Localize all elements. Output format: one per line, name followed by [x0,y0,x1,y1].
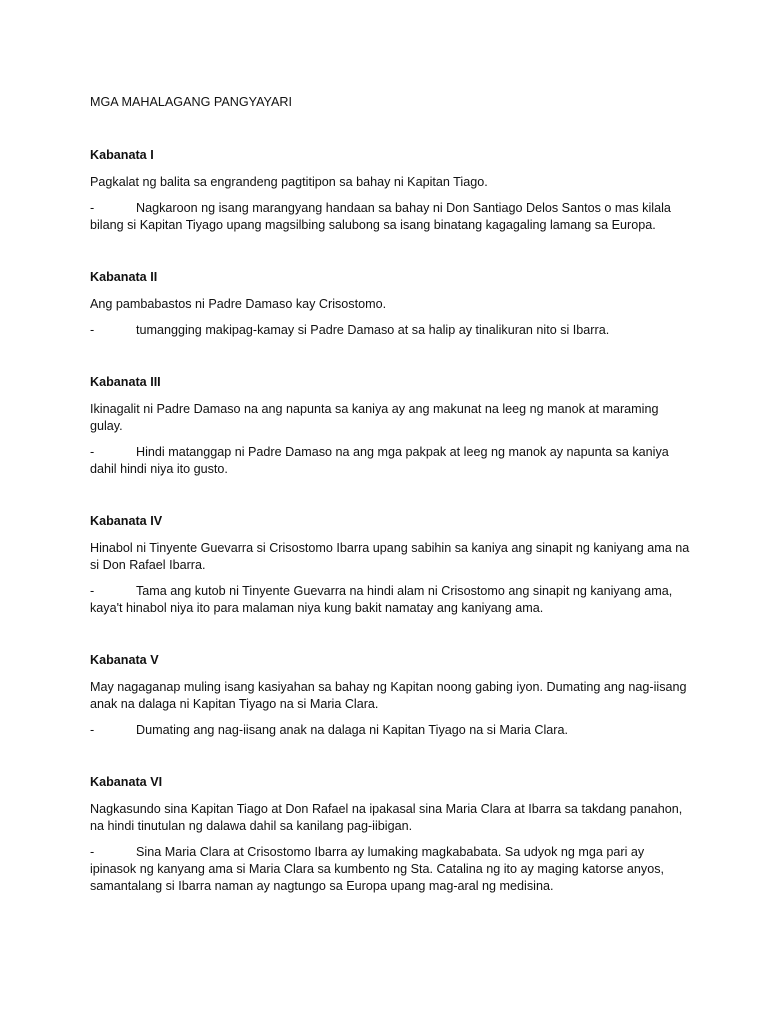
chapter-heading: Kabanata II [90,270,158,284]
chapter-summary: May nagaganap muling isang kasiyahan sa bahay ng Kapitan noong gabing iyon. Dumating ang nag-iisang anak na dalaga ni Kapitan Tiyago na si Maria Clara. [90,680,687,711]
chapter-heading: Kabanata III [90,375,161,389]
chapter-summary: Ikinagalit ni Padre Damaso na ang napunta sa kaniya ay ang makunat na leeg ng manok at maraming gulay. [90,402,659,433]
chapter-detail [90,844,690,895]
chapter-summary: Pagkalat ng balita sa engrandeng pagtitipon sa bahay ni Kapitan Tiago. [90,175,488,189]
chapter-detail-text: Nagkaroon ng isang marangyang handaan sa bahay ni Don Santiago Delos Santos o mas kilala bilang si Kapitan Tiyago upang magsilbing salubong sa isang binatang kagagaling lamang sa Europa. [90,201,671,232]
bullet-dash: - [90,445,95,459]
chapter-detail-text: tumangging makipag-kamay si Padre Damaso at sa halip ay tinalikuran nito si Ibarra. [136,323,610,337]
chapter-section [90,513,690,617]
chapter-section [90,774,690,895]
chapter-heading: Kabanata IV [90,514,163,528]
chapter-detail [90,444,690,478]
chapter-detail [90,322,690,339]
bullet-dash: - [90,323,95,337]
chapter-section [90,147,690,234]
bullet-dash: - [90,845,95,859]
document-title: MGA MAHALAGANG PANGYAYARI [90,95,293,109]
chapter-summary: Hinabol ni Tinyente Guevarra si Crisostomo Ibarra upang sabihin sa kaniya ang sinapit ng kaniyang ama na si Don Rafael Ibarra. [90,541,690,572]
chapter-detail-text: Dumating ang nag-iisang anak na dalaga ni Kapitan Tiyago na si Maria Clara. [136,723,568,737]
chapter-heading: Kabanata V [90,653,159,667]
chapter-detail-text: Hindi matanggap ni Padre Damaso na ang mga pakpak at leeg ng manok ay napunta sa kaniya dahil hindi niya ito gusto. [90,445,669,476]
chapter-section [90,652,690,739]
chapter-detail [90,583,690,617]
chapter-detail [90,200,690,234]
chapter-detail [90,722,690,739]
chapter-summary: Nagkasundo sina Kapitan Tiago at Don Rafael na ipakasal sina Maria Clara at Ibarra sa takdang panahon, na hindi tinutulan ng dalawa dahil sa kanilang pag-iibigan. [90,802,683,833]
chapter-heading: Kabanata I [90,148,154,162]
bullet-dash: - [90,201,95,215]
document-page [90,94,690,930]
chapter-detail-text: Tama ang kutob ni Tinyente Guevarra na hindi alam ni Crisostomo ang sinapit ng kaniyang ama, kaya't hinabol niya ito para malaman niya kung bakit namatay ang kaniyang ama. [90,584,673,615]
chapter-summary: Ang pambabastos ni Padre Damaso kay Crisostomo. [90,297,387,311]
bullet-dash: - [90,584,95,598]
bullet-dash: - [90,723,95,737]
chapter-detail-text: Sina Maria Clara at Crisostomo Ibarra ay lumaking magkababata. Sa udyok ng mga pari ay ipinasok ng kanyang ama si Maria Clara sa kumbento ng Sta. Catalina ng ito ay maging katorse anyos, samantalang si Ibarra naman ay nagtungo sa Europa upang mag-aral ng medisina. [90,845,665,893]
chapter-section [90,269,690,339]
chapter-section [90,374,690,478]
chapter-heading: Kabanata VI [90,775,163,789]
